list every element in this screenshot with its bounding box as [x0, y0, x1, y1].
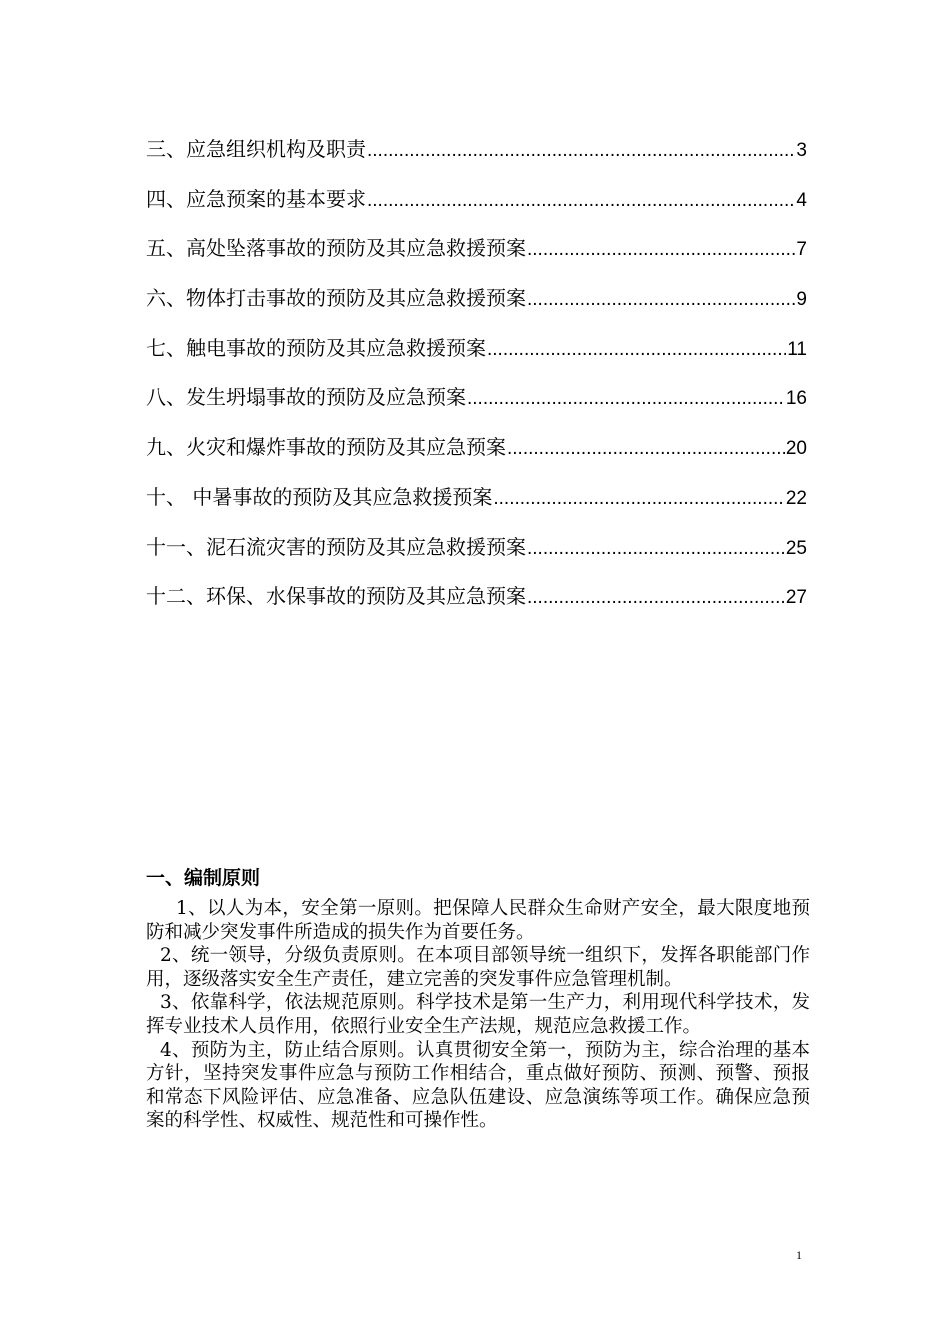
toc-entry-page: 4 — [796, 189, 807, 211]
toc-entry-title: 十二、环保、水保事故的预防及其应急预案 — [146, 584, 526, 609]
toc-entry-page: 9 — [796, 289, 807, 311]
toc-dot-leader — [527, 233, 795, 267]
toc-entry-page: 16 — [785, 388, 807, 410]
toc-dot-leader — [367, 184, 795, 218]
toc-entry-page: 27 — [785, 587, 807, 609]
toc-entry[interactable] — [146, 182, 807, 232]
toc-entry-title: 十、 中暑事故的预防及其应急救援预案 — [146, 484, 493, 509]
section-body — [146, 897, 810, 1133]
toc-dot-leader — [367, 134, 795, 168]
toc-entry[interactable] — [146, 380, 807, 430]
toc-entry-page: 22 — [785, 487, 807, 509]
table-of-contents — [146, 132, 807, 629]
toc-dot-leader — [467, 382, 785, 416]
toc-entry-title: 五、高处坠落事故的预防及其应急救援预案 — [146, 236, 526, 261]
toc-dot-leader — [493, 482, 785, 516]
toc-dot-leader — [487, 333, 786, 367]
toc-entry[interactable] — [146, 430, 807, 480]
toc-entry-title: 十一、泥石流灾害的预防及其应急救援预案 — [146, 534, 526, 559]
paragraph: 3、依靠科学，依法规范原则。科学技术是第一生产力，利用现代科学技术，发挥专业技术人员作用，依照行业安全生产法规，规范应急救援工作。 — [146, 992, 810, 1037]
toc-entry-title: 八、发生坍塌事故的预防及应急预案 — [146, 385, 466, 410]
paragraph: 1、以人为本，安全第一原则。把保障人民群众生命财产安全，最大限度地预防和减少突发事件所造成的损失作为首要任务。 — [146, 898, 810, 943]
page-number: 1 — [796, 1248, 802, 1262]
toc-entry-page: 7 — [796, 239, 807, 261]
toc-entry-title: 三、应急组织机构及职责 — [146, 137, 366, 161]
section-heading: 一、编制原则 — [146, 867, 261, 889]
toc-entry[interactable] — [146, 480, 807, 530]
toc-entry[interactable] — [146, 331, 807, 381]
paragraph: 2、统一领导，分级负责原则。在本项目部领导统一组织下，发挥各职能部门作用，逐级落实安全生产责任，建立完善的突发事件应急管理机制。 — [146, 945, 810, 990]
toc-entry[interactable] — [146, 231, 807, 281]
toc-entry-title: 六、物体打击事故的预防及其应急救援预案 — [146, 286, 526, 311]
toc-entry-page: 20 — [785, 438, 807, 460]
toc-dot-leader — [507, 432, 785, 466]
toc-entry[interactable] — [146, 132, 807, 182]
toc-entry-title: 九、火灾和爆炸事故的预防及其应急预案 — [146, 435, 506, 460]
toc-dot-leader — [527, 532, 785, 566]
paragraph: 4、预防为主，防止结合原则。认真贯彻安全第一，预防为主，综合治理的基本方针，坚持突发事件应急与预防工作相结合，重点做好预防、预测、预警、预报和常态下风险评估、应急准备、应急队伍建设、应急演练等项工作。确保应急预案的科学性、权威性、规范性和可操作性。 — [146, 1039, 810, 1132]
toc-entry[interactable] — [146, 281, 807, 331]
toc-entry-page: 11 — [787, 338, 807, 360]
toc-entry[interactable] — [146, 579, 807, 629]
toc-dot-leader — [527, 581, 785, 615]
toc-entry-title: 四、应急预案的基本要求 — [146, 186, 366, 211]
toc-dot-leader — [527, 283, 795, 317]
toc-entry[interactable] — [146, 530, 807, 580]
toc-entry-page: 25 — [785, 537, 807, 559]
toc-entry-page: 3 — [796, 140, 807, 161]
toc-entry-title: 七、触电事故的预防及其应急救援预案 — [146, 335, 486, 360]
